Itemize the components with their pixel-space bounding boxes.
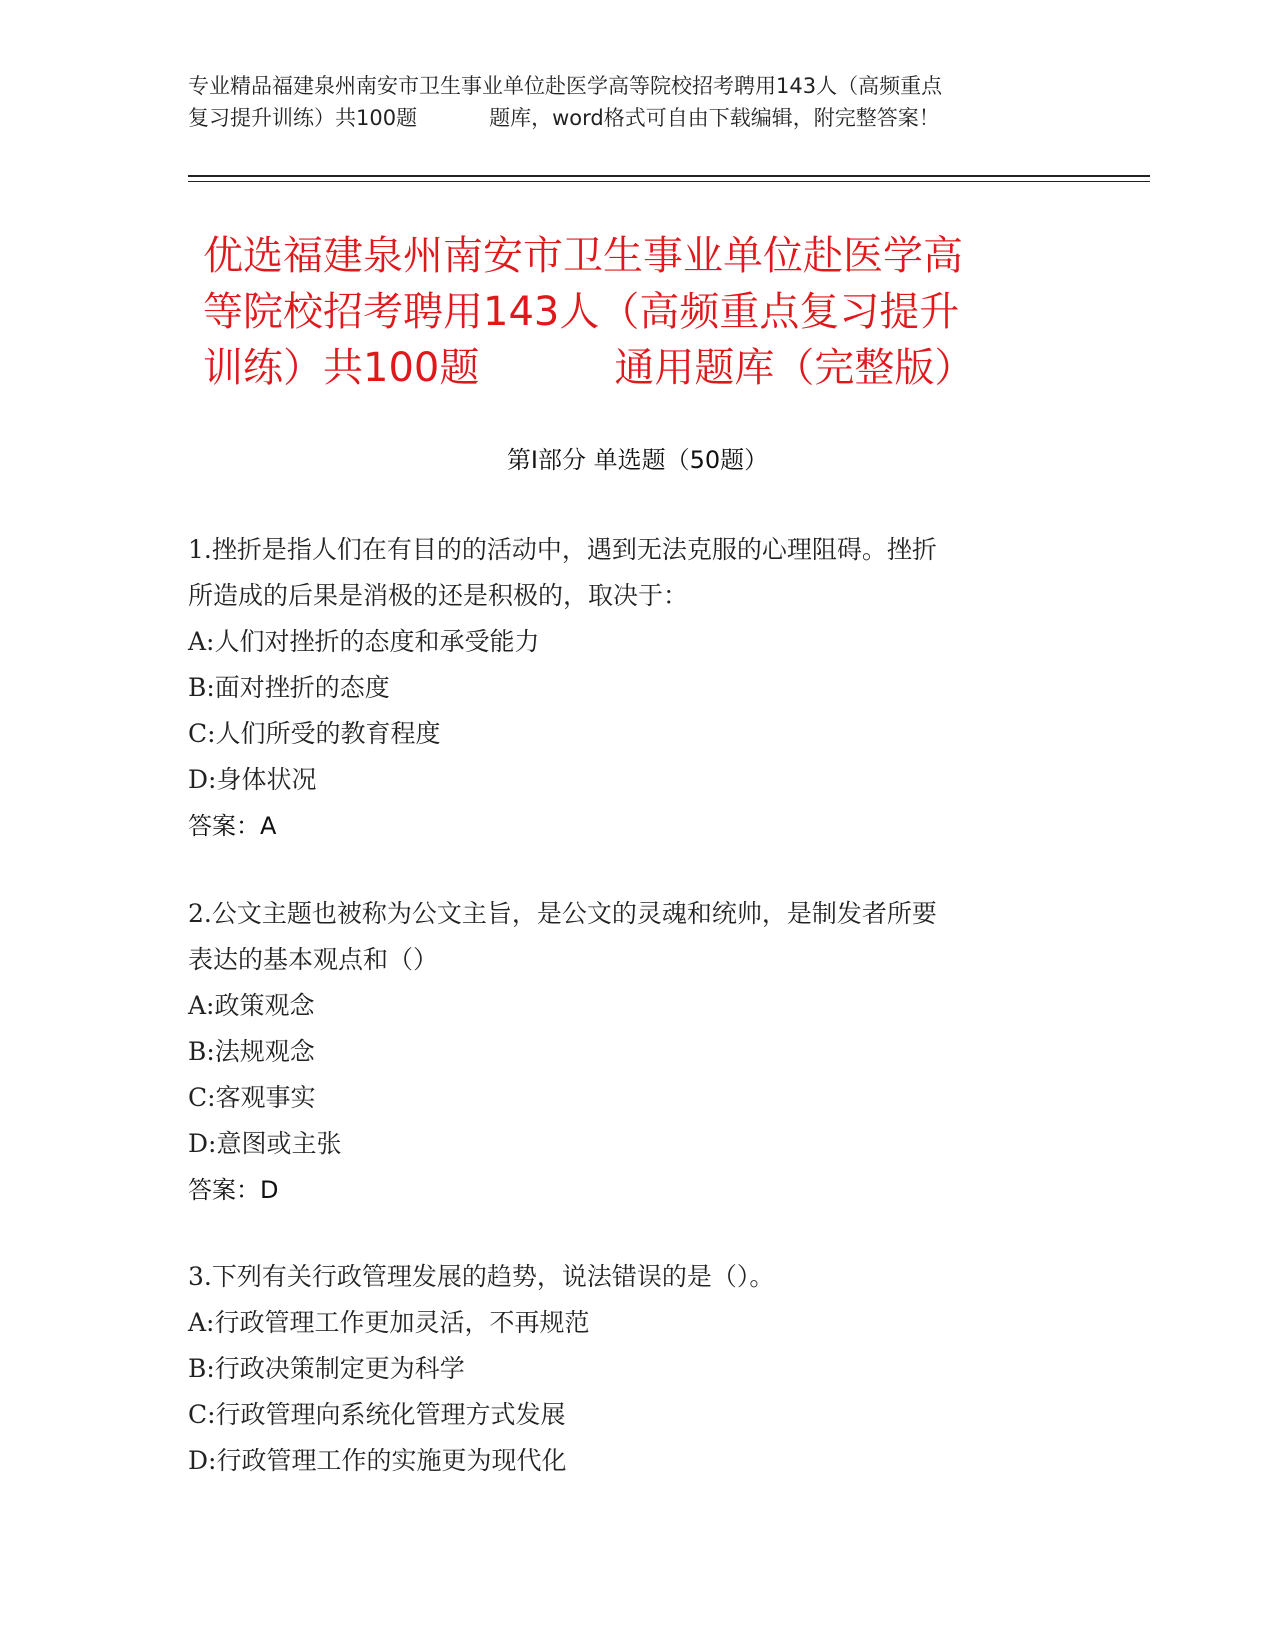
answer: 答案：A bbox=[188, 812, 277, 840]
question-2 bbox=[188, 891, 1068, 1213]
title-line-3a: 训练）共100题 bbox=[203, 345, 480, 391]
title-line-2: 等院校招考聘用143人（高频重点复习提升 bbox=[203, 289, 960, 335]
question-stem: 所造成的后果是消极的还是积极的，取决于： bbox=[188, 581, 689, 610]
option-b: B:法规观念 bbox=[188, 1037, 315, 1066]
section-heading: 第Ⅰ部分 单选题（50题） bbox=[506, 446, 769, 474]
document-title bbox=[203, 228, 1103, 396]
header-line-2b: 题库，word格式可自由下载编辑，附完整答案！ bbox=[489, 106, 940, 130]
question-3 bbox=[188, 1254, 1068, 1484]
header-rule-thick bbox=[188, 175, 1150, 177]
option-b: B:行政决策制定更为科学 bbox=[188, 1354, 465, 1383]
title-line-1: 优选福建泉州南安市卫生事业单位赴医学高 bbox=[203, 233, 963, 279]
option-a: A:政策观念 bbox=[188, 991, 315, 1020]
option-d: D:行政管理工作的实施更为现代化 bbox=[188, 1446, 567, 1475]
option-c: C:人们所受的教育程度 bbox=[188, 719, 441, 748]
option-a: A:行政管理工作更加灵活，不再规范 bbox=[188, 1308, 590, 1337]
option-d: D:身体状况 bbox=[188, 765, 317, 794]
question-stem: 2.公文主题也被称为公文主旨，是公文的灵魂和统帅，是制发者所要 bbox=[188, 899, 937, 928]
question-stem: 1.挫折是指人们在有目的的活动中，遇到无法克服的心理阻碍。挫折 bbox=[188, 535, 937, 564]
question-stem: 表达的基本观点和（） bbox=[188, 945, 439, 974]
header-line-2 bbox=[188, 102, 1088, 134]
answer: 答案：D bbox=[188, 1176, 279, 1204]
option-a: A:人们对挫折的态度和承受能力 bbox=[188, 627, 540, 656]
title-line-3b: 通用题库（完整版） bbox=[614, 345, 975, 391]
question-stem: 3.下列有关行政管理发展的趋势，说法错误的是（）。 bbox=[188, 1262, 775, 1291]
page-header bbox=[188, 70, 1088, 134]
option-c: C:客观事实 bbox=[188, 1083, 316, 1112]
option-d: D:意图或主张 bbox=[188, 1129, 342, 1158]
header-line-2a: 复习提升训练）共100题 bbox=[188, 106, 418, 130]
option-b: B:面对挫折的态度 bbox=[188, 673, 390, 702]
title-line-3 bbox=[203, 340, 1103, 396]
header-rule-thin bbox=[188, 181, 1150, 182]
question-1 bbox=[188, 527, 1068, 849]
header-line-1: 专业精品福建泉州南安市卫生事业单位赴医学高等院校招考聘用143人（高频重点 bbox=[188, 74, 943, 98]
option-c: C:行政管理向系统化管理方式发展 bbox=[188, 1400, 566, 1429]
